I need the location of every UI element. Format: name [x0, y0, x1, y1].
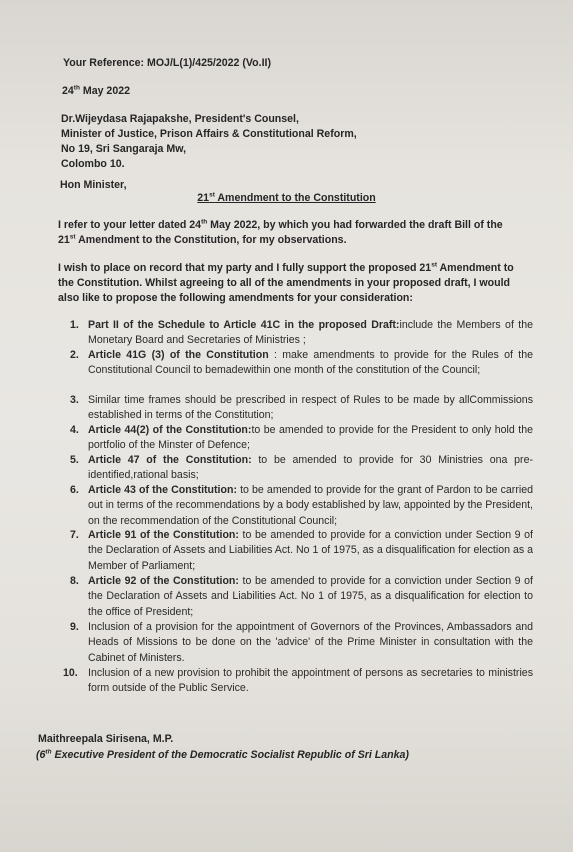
- paragraph-2: I wish to place on record that my party and I fully support the proposed 21st Amendment to the Constitution. Whilst agreeing to all of the amendments in your proposed draft, I would also like to propose the following amendments for your consideration:: [58, 261, 514, 304]
- signatory-title: (6th Executive President of the Democratic Socialist Republic of Sri Lanka): [36, 748, 409, 761]
- salutation: Hon Minister,: [60, 179, 127, 191]
- list-item: 5. Article 47 of the Constitution: to be amended to provide for 30 Ministries ona pre-identified,rational basis;: [70, 454, 533, 482]
- list-item: 3. Similar time frames should be prescribed in respect of Rules to be made by allCommissions established in terms of the Constitution;: [70, 394, 533, 422]
- list-item: 10. Inclusion of a new provision to prohibit the appointment of persons as secretaries to ministries form outside of the Public Service.: [63, 667, 533, 695]
- list-item: 7. Article 91 of the Constitution: to be amended to provide for a conviction under Section 9 of the Declaration of Assets and Liabilities Act. No 1 of 1975, as a disqualification for election as a Member of Parliament;: [70, 529, 534, 572]
- amendment-list: [58, 318, 533, 696]
- letter-title: 21st Amendment to the Constitution: [197, 191, 376, 204]
- address-line-1: Dr.Wijeydasa Rajapakshe, President's Counsel,: [61, 113, 299, 125]
- reference-line: Your Reference: MOJ/L(1)/425/2022 (Vo.II): [63, 57, 272, 69]
- address-line-2: Minister of Justice, Prison Affairs & Constitutional Reform,: [61, 128, 357, 140]
- list-item: 2. Article 41G (3) of the Constitution : make amendments to provide for the Rules of the Constitutional Council to bemadewithin one month of the constitution of the Council;: [70, 349, 533, 377]
- signatory-name: Maithreepala Sirisena, M.P.: [38, 733, 174, 745]
- list-item: 9. Inclusion of a provision for the appointment of Governors of the Provinces, Ambassadors and Heads of Missions to be done on the 'advice' of the Prime Minister in consultation with the Cabinet of Ministers.: [70, 621, 533, 664]
- list-item: 4. Article 44(2) of the Constitution:to be amended to provide for the President to only hold the portfolio of the Minster of Defence;: [70, 424, 534, 452]
- list-item: 6. Article 43 of the Constitution: to be amended to provide for the grant of Pardon to be carried out in terms of the recommendations by a body established by law, appointed by the President, on the recommendation of the Constitutional Council;: [70, 484, 534, 527]
- address-line-4: Colombo 10.: [61, 158, 125, 170]
- list-item: 8. Article 92 of the Constitution: to be amended to provide for a conviction under Section 9 of the Declaration of Assets and Liabilities Act. No 1 of 1975, as a disqualification for election to the office of President;: [70, 575, 534, 618]
- list-item: 1. Part II of the Schedule to Article 41C in the proposed Draft:include the Members of the Monetary Board and Secretaries of Ministries ;: [70, 319, 533, 347]
- paragraph-1: I refer to your letter dated 24th May 2022, by which you had forwarded the draft Bill of the 21st Amendment to the Constitution, for my observations.: [58, 218, 503, 246]
- address-line-3: No 19, Sri Sangaraja Mw,: [61, 143, 187, 155]
- letter-date: 24th May 2022: [62, 84, 130, 97]
